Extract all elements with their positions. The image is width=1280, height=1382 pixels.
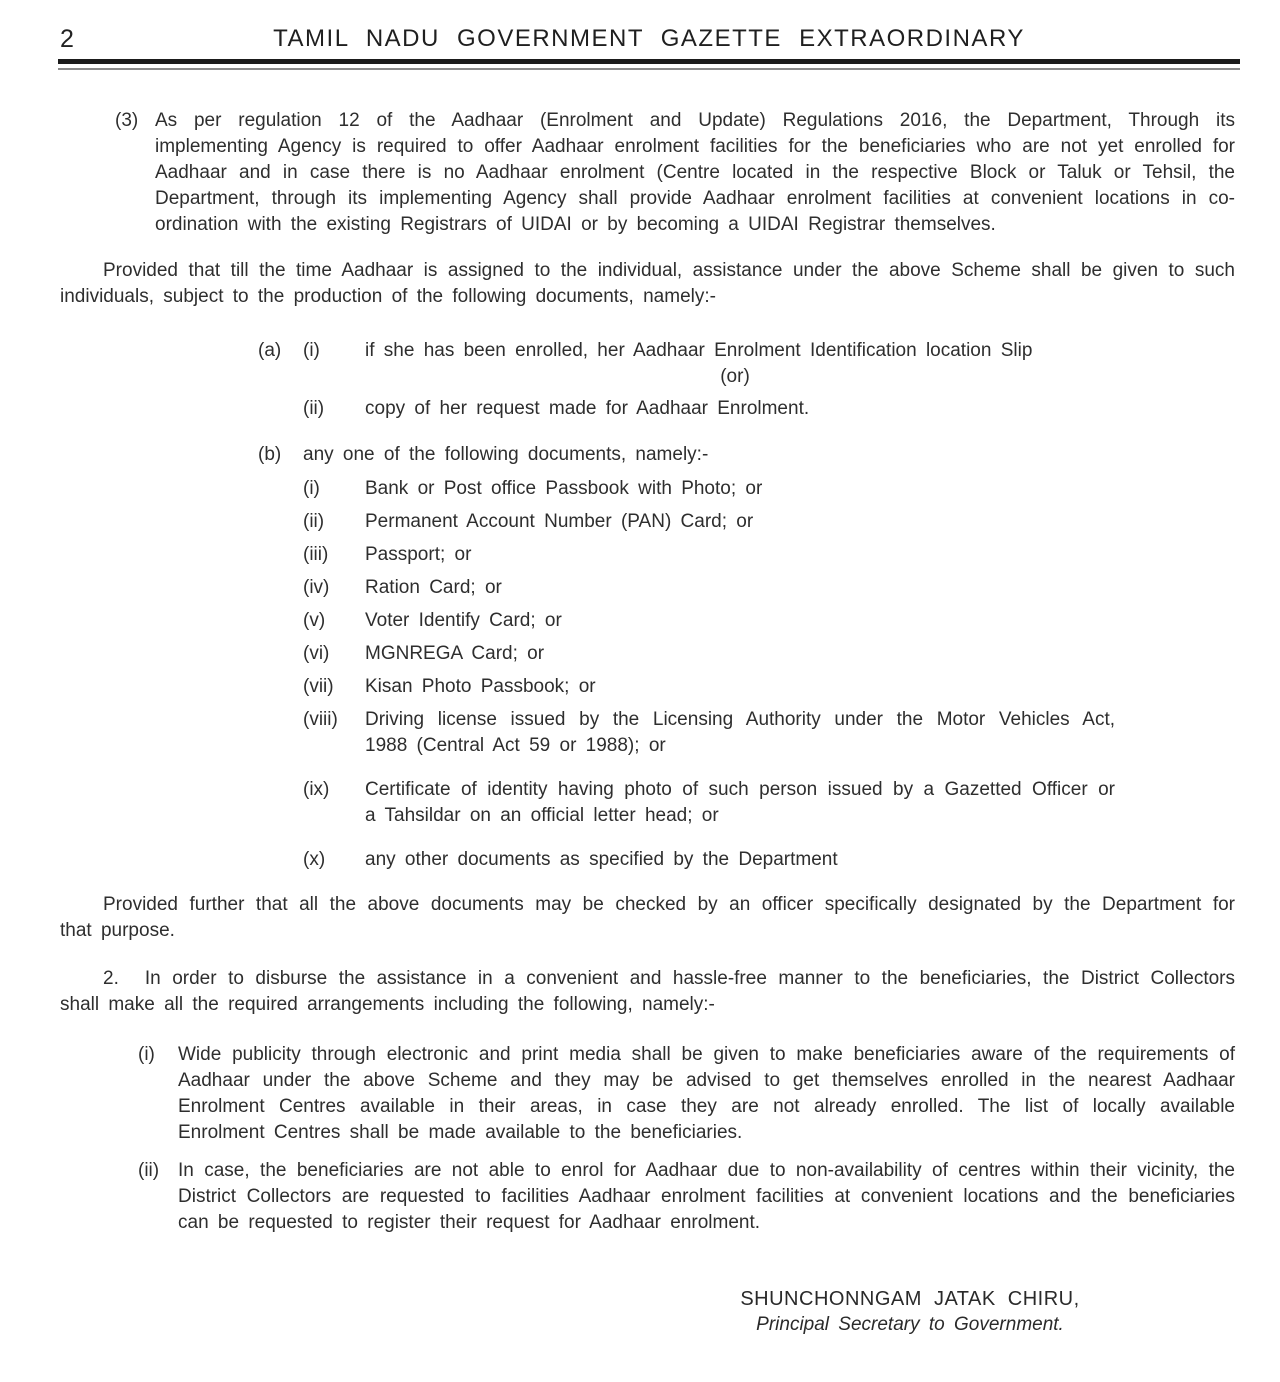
doc-item-label: (viii)	[303, 709, 338, 730]
page-number: 2	[60, 25, 74, 53]
clause-b-intro-row	[258, 442, 1235, 468]
header-rule-thick	[58, 59, 1240, 64]
doc-item-label: (iv)	[303, 577, 330, 598]
doc-list-item	[258, 847, 1235, 873]
paragraph-2-number: 2.	[103, 968, 119, 989]
document-body	[60, 108, 1235, 1338]
clause-a-item-ii	[258, 396, 1235, 422]
clause-a-item-i	[258, 338, 1235, 390]
doc-item-text: MGNREGA Card; or	[365, 643, 545, 664]
doc-item-text: Driving license issued by the Licensing Authority under the Motor Vehicles Act, 1988 (Central Act 59 or 1988); or	[365, 709, 1115, 756]
doc-item-label: (ii)	[303, 511, 325, 532]
clause-a-item-i-body	[365, 338, 1105, 390]
clause-a-item-i-text: if she has been enrolled, her Aadhaar Enrolment Identification location Slip	[365, 340, 1033, 361]
doc-item-text: Ration Card; or	[365, 577, 502, 598]
doc-item-text: Permanent Account Number (PAN) Card; or	[365, 511, 754, 532]
signatory-title: Principal Secretary to Government.	[756, 1314, 1064, 1335]
paragraph-3-number: (3)	[115, 110, 139, 131]
doc-list-item	[258, 608, 1235, 634]
header-rule-thin	[58, 68, 1240, 70]
doc-item-text: Kisan Photo Passbook; or	[365, 676, 596, 697]
gazette-title: TAMIL NADU GOVERNMENT GAZETTE EXTRAORDINARY	[273, 25, 1025, 52]
clause-a-item-ii-label: (ii)	[303, 398, 325, 419]
doc-item-label: (iii)	[303, 544, 329, 565]
doc-item-label: (ix)	[303, 779, 330, 800]
doc-item-label: (vii)	[303, 676, 334, 697]
clause-b-intro: any one of the following documents, namely:-	[303, 444, 709, 465]
doc-list-item	[258, 674, 1235, 700]
paragraph-3	[60, 108, 1235, 238]
clause-a	[60, 338, 1235, 422]
doc-item-text: any other documents as specified by the Department	[365, 849, 838, 870]
doc-item-text: Certificate of identity having photo of such person issued by a Gazetted Officer or a Tahsildar on an official letter head; or	[365, 779, 1115, 826]
clause-b-label: (b)	[258, 444, 282, 465]
doc-list-item	[258, 707, 1235, 759]
doc-item-text: Passport; or	[365, 544, 472, 565]
doc-item-text: Bank or Post office Passbook with Photo; or	[365, 478, 763, 499]
signatory-name: SHUNCHONNGAM JATAK CHIRU,	[740, 1288, 1080, 1310]
clause-a-item-ii-text: copy of her request made for Aadhaar Enrolment.	[365, 398, 810, 419]
doc-list-item	[258, 575, 1235, 601]
doc-item-text: Voter Identify Card; or	[365, 610, 562, 631]
doc-list-item	[258, 641, 1235, 667]
arrangement-text: In case, the beneficiaries are not able to enrol for Aadhaar due to non-availability of centres within their vicinity, the District Collectors are requested to facilities Aadhaar enrolment facilities at convenient locations and the beneficiaries can be requested to register their request for Aadhaar enrolment.	[178, 1160, 1235, 1233]
doc-list-item	[258, 476, 1235, 502]
page-header	[0, 0, 1280, 70]
arrangement-label: (i)	[138, 1044, 155, 1065]
arrangement-item	[60, 1042, 1235, 1146]
doc-item-label: (x)	[303, 849, 326, 870]
doc-list-item	[258, 777, 1235, 829]
signature-block	[700, 1286, 1120, 1338]
doc-item-label: (i)	[303, 478, 320, 499]
doc-list-item	[258, 509, 1235, 535]
paragraph-2	[60, 966, 1235, 1018]
clause-a-label: (a)	[258, 340, 282, 361]
doc-item-label: (v)	[303, 610, 326, 631]
clause-a-or: (or)	[720, 366, 750, 387]
clause-a-item-i-label: (i)	[303, 340, 320, 361]
doc-item-label: (vi)	[303, 643, 330, 664]
arrangement-item	[60, 1158, 1235, 1236]
paragraph-3-text: As per regulation 12 of the Aadhaar (Enrolment and Update) Regulations 2016, the Department, Through its implementing Agency is required to offer Aadhaar enrolment facilities for the beneficiaries who are not yet enrolled for Aadhaar and in case there is no Aadhaar enrolment (Centre located in the respective Block or Taluk or Tehsil, the Department, through its implementing Agency shall provide Aadhaar enrolment facilities at convenient locations in co-ordination with the existing Registrars of UIDAI or by becoming a UIDAI Registrar themselves.	[155, 110, 1235, 235]
proviso-2: Provided further that all the above documents may be checked by an officer specifically designated by the Department for that purpose.	[60, 894, 1235, 941]
clause-b	[60, 442, 1235, 873]
arrangement-text: Wide publicity through electronic and print media shall be given to make beneficiaries aware of the requirements of Aadhaar under the above Scheme and they may be advised to get themselves enrolled in the nearest Aadhaar Enrolment Centres available in their areas, in case they are not already enrolled. The list of locally available Enrolment Centres shall be made available to the beneficiaries.	[178, 1044, 1235, 1143]
paragraph-2-text: In order to disburse the assistance in a convenient and hassle-free manner to the beneficiaries, the District Collectors shall make all the required arrangements including the following, namely:-	[60, 968, 1235, 1015]
proviso-1: Provided that till the time Aadhaar is assigned to the individual, assistance under the above Scheme shall be given to such individuals, subject to the production of the following documents, namely:-	[60, 260, 1235, 307]
arrangement-label: (ii)	[138, 1160, 160, 1181]
doc-list-item	[258, 542, 1235, 568]
